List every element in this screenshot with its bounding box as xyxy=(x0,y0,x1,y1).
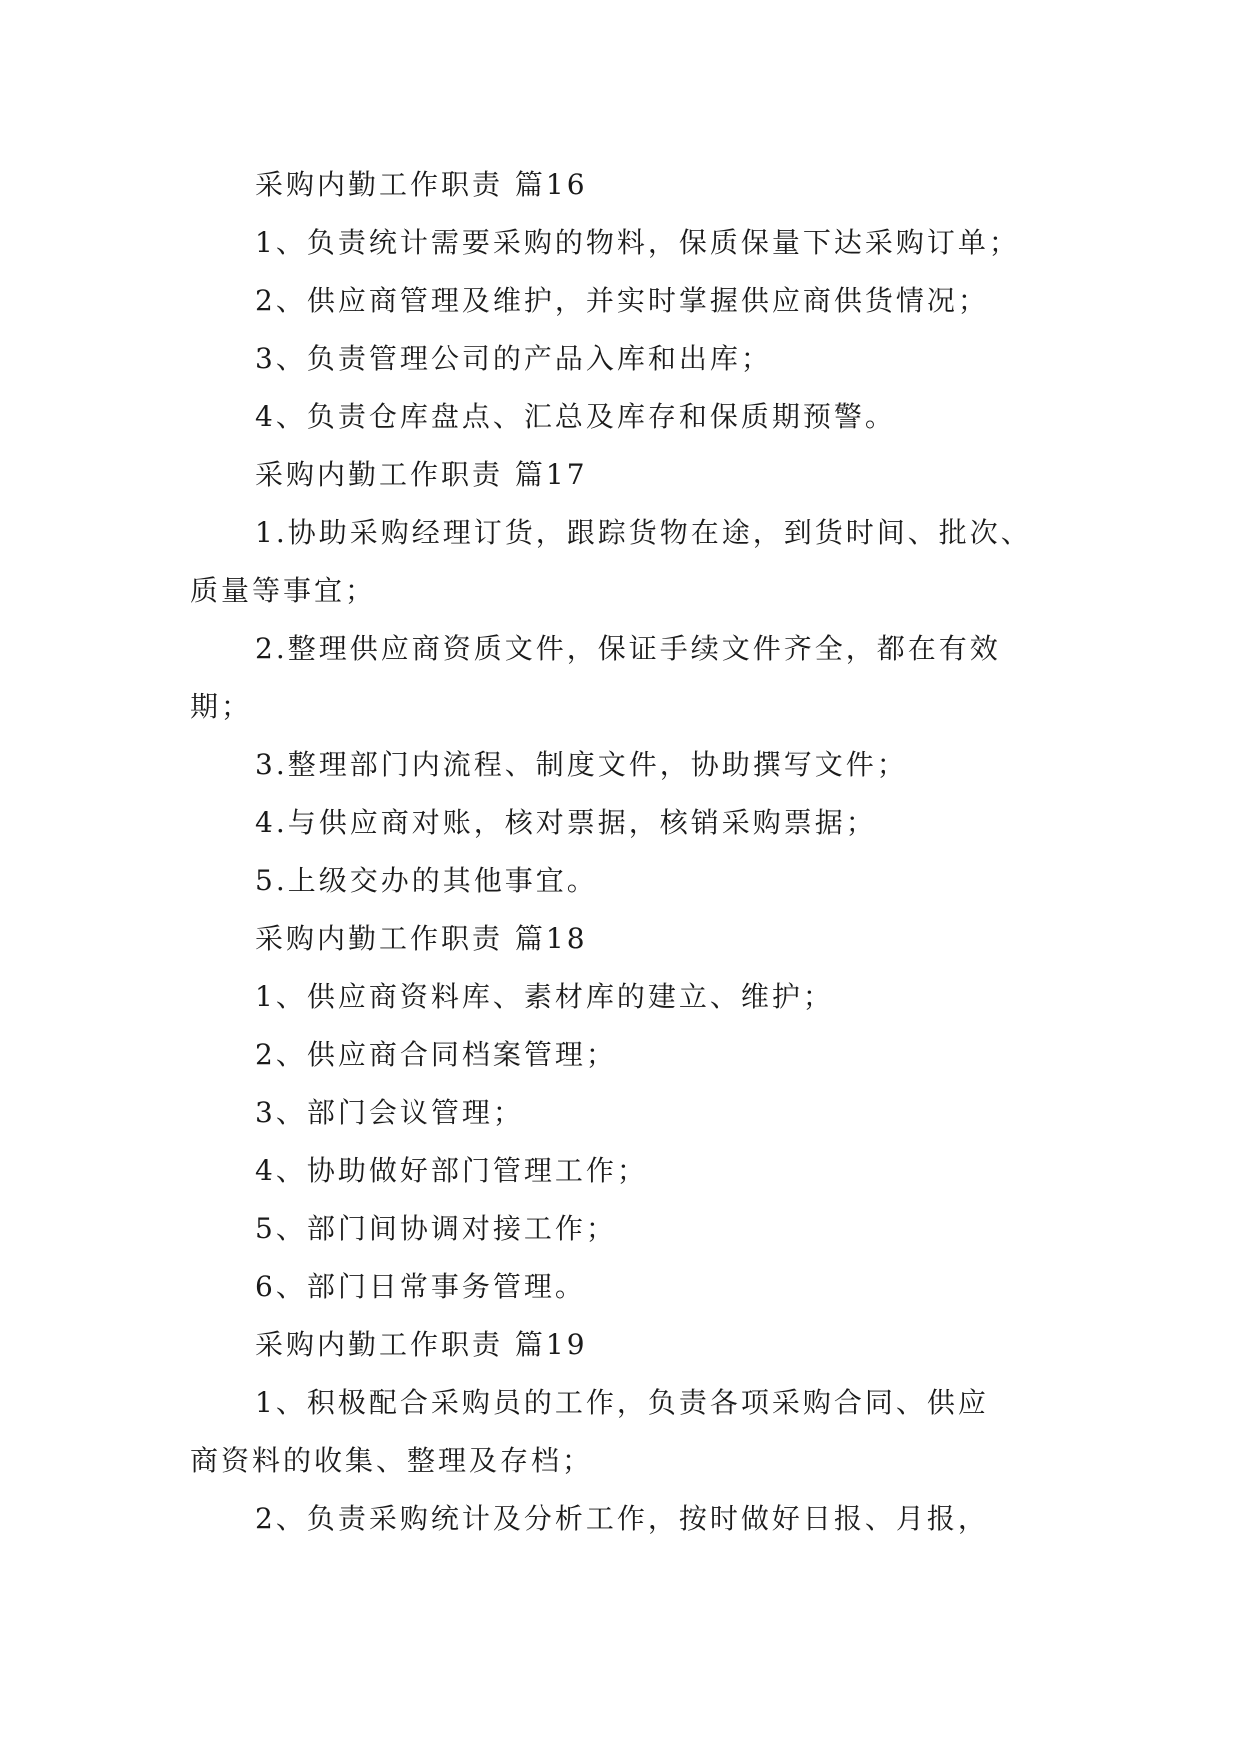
paragraph-line: 4、负责仓库盘点、汇总及库存和保质期预警。 xyxy=(255,400,896,433)
paragraph-line: 1、积极配合采购员的工作，负责各项采购合同、供应 xyxy=(255,1386,989,1419)
paragraph-line: 1、供应商资料库、素材库的建立、维护； xyxy=(255,980,834,1013)
section-heading: 采购内勤工作职责 篇16 xyxy=(255,168,588,201)
paragraph-line: 2、供应商管理及维护，并实时掌握供应商供货情况； xyxy=(255,284,989,317)
paragraph-line: 质量等事宜； xyxy=(190,574,377,607)
paragraph-line: 3、负责管理公司的产品入库和出库； xyxy=(255,342,772,375)
paragraph-line: 5、部门间协调对接工作； xyxy=(255,1212,617,1245)
paragraph-line: 4.与供应商对账，核对票据，核销采购票据； xyxy=(255,806,877,839)
paragraph-line: 3.整理部门内流程、制度文件，协助撰写文件； xyxy=(255,748,908,781)
paragraph-line: 2、负责采购统计及分析工作，按时做好日报、月报， xyxy=(255,1502,989,1535)
paragraph-line: 5.上级交办的其他事宜。 xyxy=(255,864,598,897)
section-heading: 采购内勤工作职责 篇19 xyxy=(255,1328,588,1361)
section-heading: 采购内勤工作职责 篇18 xyxy=(255,922,588,955)
paragraph-line: 3、部门会议管理； xyxy=(255,1096,524,1129)
paragraph-line: 1.协助采购经理订货，跟踪货物在途，到货时间、批次、 xyxy=(255,516,1032,549)
paragraph-line: 期； xyxy=(190,690,253,723)
paragraph-line: 1、负责统计需要采购的物料，保质保量下达采购订单； xyxy=(255,226,1020,259)
paragraph-line: 6、部门日常事务管理。 xyxy=(255,1270,586,1303)
paragraph-line: 商资料的收集、整理及存档； xyxy=(190,1444,594,1477)
paragraph-line: 4、协助做好部门管理工作； xyxy=(255,1154,648,1187)
paragraph-line: 2、供应商合同档案管理； xyxy=(255,1038,617,1071)
paragraph-line: 2.整理供应商资质文件，保证手续文件齐全，都在有效 xyxy=(255,632,1001,665)
section-heading: 采购内勤工作职责 篇17 xyxy=(255,458,588,491)
